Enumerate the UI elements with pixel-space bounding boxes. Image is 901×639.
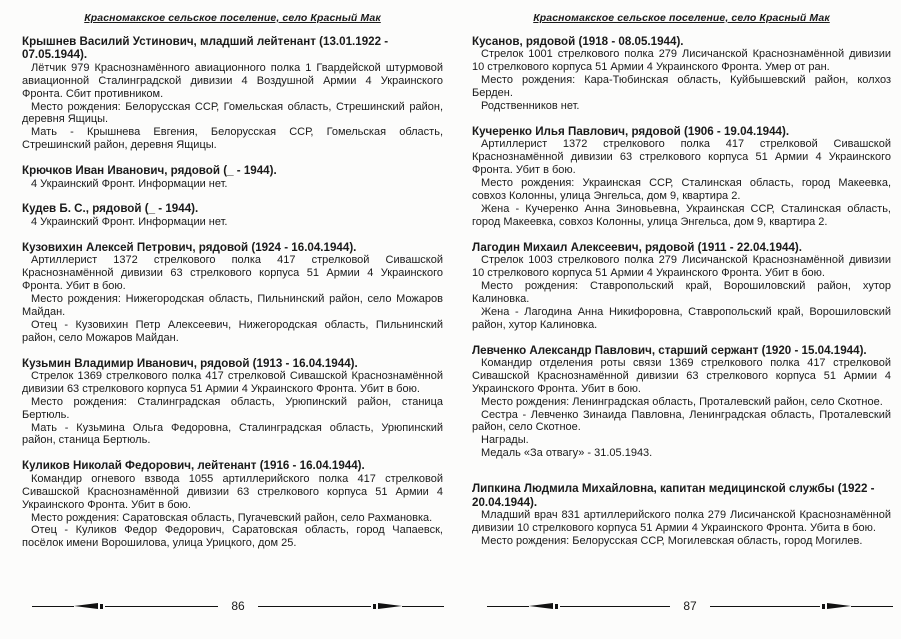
page-footer-left bbox=[32, 599, 444, 613]
entry-paragraph: Стрелок 1003 стрелкового полка 279 Лисичанской Краснознамённой дивизии 10 стрелкового корпуса 51 Армии 4 Украинского Фронта. Убит в бою. bbox=[472, 254, 891, 279]
footer-rule bbox=[851, 606, 893, 607]
footer-arrowhead-right-icon bbox=[827, 603, 851, 609]
soldier-entry bbox=[472, 482, 891, 548]
entry-title: Левченко Александр Павлович, старший сержант (1920 - 15.04.1944). bbox=[472, 343, 867, 357]
entry-title: Крышнев Василий Устинович, младший лейтенант (13.01.1922 - 07.05.1944). bbox=[22, 35, 389, 62]
footer-arrowhead-right-icon bbox=[378, 603, 402, 609]
entry-title: Липкина Людмила Михайловна, капитан медицинской службы (1922 - 20.04.1944). bbox=[472, 482, 875, 509]
soldier-entry bbox=[22, 164, 443, 190]
entry-paragraph: Место рождения: Кара-Тюбинская область, Куйбышевский район, колхоз Берден. bbox=[472, 74, 891, 100]
soldier-entry bbox=[22, 459, 443, 550]
footer-rule bbox=[560, 606, 670, 607]
entry-title: Куликов Николай Федорович, лейтенант (1916 - 16.04.1944). bbox=[22, 459, 365, 473]
footer-rule bbox=[487, 606, 529, 607]
footer-rule bbox=[258, 606, 371, 607]
soldier-entry bbox=[22, 357, 443, 448]
page-left bbox=[22, 12, 443, 562]
entry-title: Крючков Иван Иванович, рядовой (_ - 1944). bbox=[22, 164, 277, 178]
running-title bbox=[22, 12, 443, 24]
page-number: 86 bbox=[231, 599, 245, 613]
entry-paragraph: Младший врач 831 артиллерийского полка 279 Лисичанской Краснознамённой дивизии 10 стрелкового корпуса 51 Армии 4 Украинского Фронта. Убита в бою. bbox=[472, 509, 891, 534]
entry-paragraph: Отец - Куликов Федор Федорович, Саратовская область, город Чапаевск, посёлок имени Ворошилова, улица Урицкого, дом 25. bbox=[22, 524, 443, 550]
entry-paragraph: Командир огневого взвода 1055 артиллерийского полка 417 стрелковой Сивашской Краснознамённой дивизии 63 стрелкового корпуса 51 Армии 4 Украинского Фронта. Убит в бою. bbox=[22, 472, 443, 511]
entry-paragraph: Сестра - Левченко Зинаида Павловна, Ленинградская область, Проталевский район, село Скотное. bbox=[472, 408, 891, 434]
entry-paragraph: Стрелок 1369 стрелкового полка 417 стрелковой Сивашской Краснознамённой дивизии 63 стрелкового корпуса 51 Армии 4 Украинского Фронта. Убит в бою. bbox=[22, 369, 443, 395]
footer-rule bbox=[105, 606, 218, 607]
entry-title: Кучеренко Илья Павлович, рядовой (1906 - 19.04.1944). bbox=[472, 124, 790, 138]
entry-paragraph: Лётчик 979 Краснознамённого авиационного полка 1 Гвардейской штурмовой авиационной Сталинградской дивизии 4 Воздушной Армии 4 Украинского Фронта. Сбит противником. bbox=[22, 61, 443, 100]
footer-dot-icon bbox=[822, 604, 825, 609]
soldier-entry bbox=[472, 125, 891, 229]
entry-paragraph: Место рождения: Белорусская ССР, Могилевская область, город Могилев. bbox=[481, 534, 863, 547]
page-number: 87 bbox=[683, 599, 697, 613]
entry-paragraph: Жена - Лагодина Анна Никифоровна, Ставропольский край, Ворошиловский район, хутор Калиновка. bbox=[472, 305, 891, 331]
soldier-entry bbox=[22, 35, 443, 152]
soldier-entry bbox=[22, 241, 443, 345]
entry-paragraph: Мать - Кузьмина Ольга Федоровна, Сталинградская область, Урюпинский район, станица Бертюль. bbox=[22, 421, 443, 447]
entry-paragraph: Место рождения: Нижегородская область, Пильнинский район, село Можаров Майдан. bbox=[22, 292, 443, 318]
footer-dot-icon bbox=[373, 604, 376, 609]
entry-paragraph: Жена - Кучеренко Анна Зиновьевна, Украинская ССР, Сталинская область, город Макеевка, совхоз Колонны, улица Энгельса, дом 9, квартира 2. bbox=[472, 202, 891, 228]
soldier-entry bbox=[472, 35, 891, 113]
entry-title: Лагодин Михаил Алексеевич, рядовой (1911 - 22.04.1944). bbox=[472, 240, 802, 254]
page-footer-right bbox=[487, 599, 893, 613]
entry-paragraph: Отец - Кузовихин Петр Алексеевич, Нижегородская область, Пильнинский район, село Можаров Майдан. bbox=[22, 318, 443, 344]
entry-paragraph: Медаль «За отвагу» - 31.05.1943. bbox=[481, 447, 653, 460]
entry-paragraph: Артиллерист 1372 стрелкового полка 417 стрелковой Сивашской Краснознамённой дивизии 63 стрелкового корпуса 51 Армии 4 Украинского Фронта. Убит в бою. bbox=[22, 254, 443, 292]
entry-paragraph: Место рождения: Ленинградская область, Проталевский район, село Скотное. bbox=[481, 395, 883, 408]
entry-paragraph: Награды. bbox=[481, 434, 529, 447]
entry-title: Кузовихин Алексей Петрович, рядовой (1924 - 16.04.1944). bbox=[22, 240, 357, 254]
entry-paragraph: Артиллерист 1372 стрелкового полка 417 стрелковой Сивашской Краснознамённой дивизии 63 стрелкового корпуса 51 Армии 4 Украинского Фронта. Убит в бою. bbox=[472, 138, 891, 177]
entry-paragraph: Место рождения: Украинская ССР, Сталинская область, город Макеевка, совхоз Колонны, улица Энгельса, дом 9, квартира 2. bbox=[472, 177, 891, 202]
entry-paragraph: Место рождения: Саратовская область, Пугачевский район, село Рахмановка. bbox=[31, 511, 433, 524]
entry-paragraph: Мать - Крышнева Евгения, Белорусская ССР, Гомельская область, Стрешинский район, деревня Ящицы. bbox=[22, 126, 443, 152]
entry-paragraph: Стрелок 1001 стрелкового полка 279 Лисичанской Краснознамённой дивизии 10 стрелкового корпуса 51 Армии 4 Украинского Фронта. Умер от ран. bbox=[472, 48, 891, 74]
running-title-text: Красномакское сельское поселение, село Красный Мак bbox=[533, 12, 830, 24]
running-title bbox=[472, 12, 891, 24]
footer-rule bbox=[710, 606, 820, 607]
footer-arrowhead-left-icon bbox=[529, 603, 553, 609]
entry-paragraph: 4 Украинский Фронт. Информации нет. bbox=[31, 215, 228, 228]
footer-rule bbox=[402, 606, 444, 607]
page-right bbox=[472, 12, 891, 560]
footer-arrowhead-left-icon bbox=[74, 603, 98, 609]
soldier-entry bbox=[22, 202, 443, 228]
footer-dot-icon bbox=[100, 604, 103, 609]
entry-title: Кузьмин Владимир Иванович, рядовой (1913 - 16.04.1944). bbox=[22, 356, 358, 370]
entry-paragraph: Место рождения: Сталинградская область, Урюпинский район, станица Бертюль. bbox=[22, 395, 443, 421]
entry-paragraph: Командир отделения роты связи 1369 стрелкового полка 417 стрелковой Сивашской Краснознамённой дивизии 63 стрелкового корпуса 51 Армии 4 Украинского Фронта. Убит в бою. bbox=[472, 356, 891, 395]
entry-paragraph: Родственников нет. bbox=[481, 100, 580, 113]
entry-title: Кусанов, рядовой (1918 - 08.05.1944). bbox=[472, 35, 684, 48]
entry-paragraph: 4 Украинский Фронт. Информации нет. bbox=[31, 177, 228, 190]
entry-title: Кудев Б. С., рядовой (_ - 1944). bbox=[22, 202, 199, 216]
entry-paragraph: Место рождения: Белорусская ССР, Гомельская область, Стрешинский район, деревня Ящицы. bbox=[22, 100, 443, 126]
footer-dot-icon bbox=[555, 604, 558, 609]
running-title-text: Красномакское сельское поселение, село Красный Мак bbox=[84, 12, 381, 24]
soldier-entry bbox=[472, 241, 891, 332]
entry-paragraph: Место рождения: Ставропольский край, Ворошиловский район, хутор Калиновка. bbox=[472, 279, 891, 305]
footer-rule bbox=[32, 606, 74, 607]
soldier-entry bbox=[472, 344, 891, 461]
